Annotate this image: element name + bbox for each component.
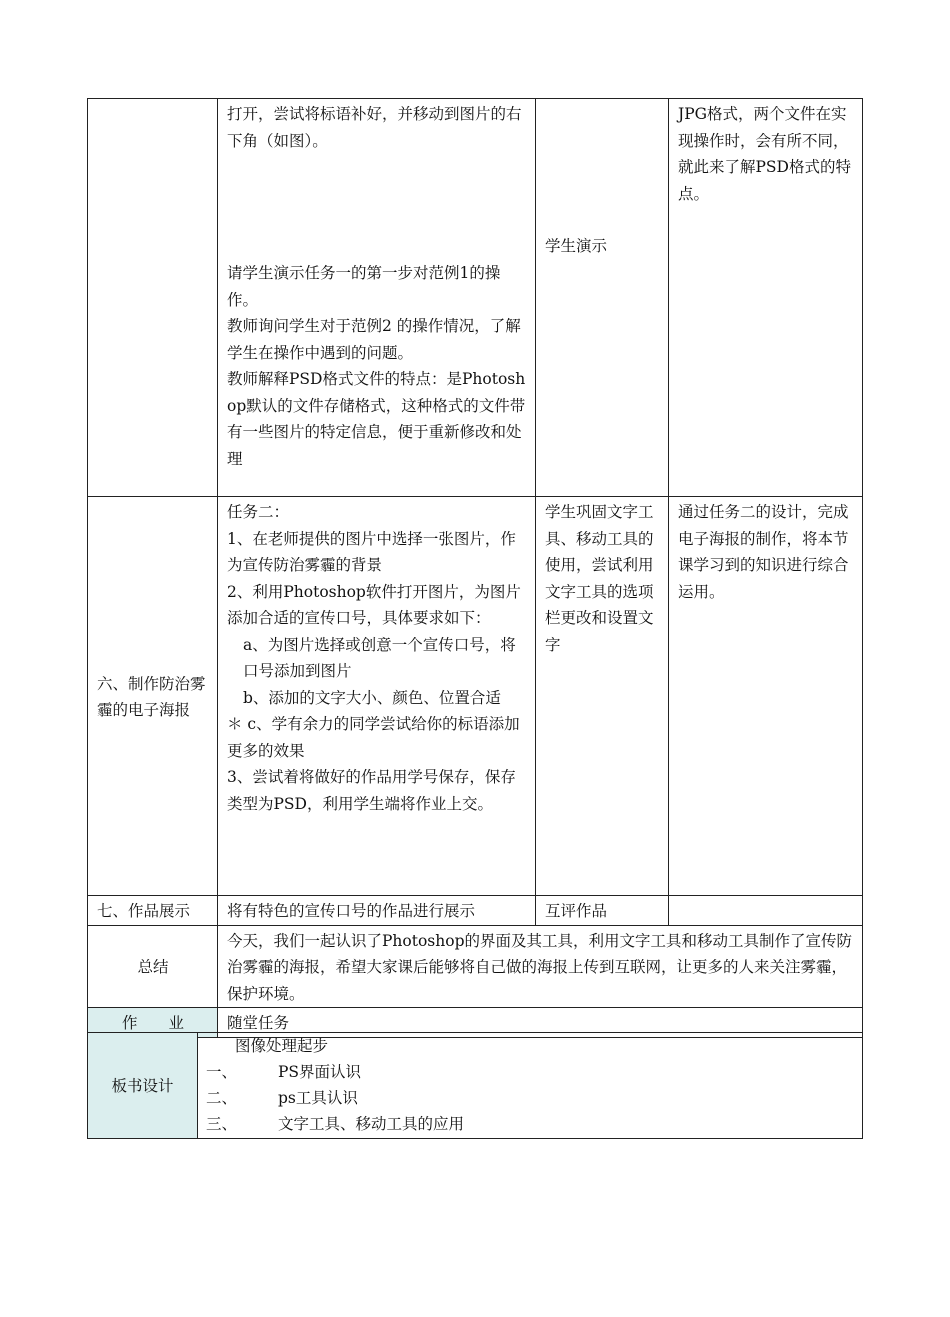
task-line: 2、利用Photoshop软件打开图片，为图片添加合适的宣传口号，具体要求如下： — [227, 582, 521, 627]
board-item-number: 一、 — [206, 1063, 238, 1081]
design-intent-text: 通过任务二的设计，完成电子海报的制作，将本节课学习到的知识进行综合运用。 — [678, 503, 849, 601]
teacher-activity-cell — [218, 497, 536, 896]
list-item — [198, 1111, 862, 1137]
table-row — [88, 497, 863, 896]
student-activity-text: 互评作品 — [545, 902, 608, 920]
task-line: a、为图片选择或创意一个宣传口号，将口号添加到图片 — [243, 635, 516, 680]
homework-label: 作 业 — [121, 1014, 184, 1032]
design-intent-cell — [669, 99, 863, 497]
task-line: b、添加的文字大小、颜色、位置合适 — [243, 688, 501, 707]
board-item-text: ps工具认识 — [278, 1089, 358, 1107]
teacher-activity-cell — [218, 99, 536, 497]
list-item — [198, 1059, 862, 1085]
list-item — [198, 1085, 862, 1111]
table-row — [88, 1033, 863, 1139]
student-activity-cell — [536, 497, 669, 896]
stage-text: 六、制作防治雾霾的电子海报 — [97, 674, 206, 719]
task-line: 1、在老师提供的图片中选择一张图片，作为宣传防治雾霾的背景 — [227, 529, 516, 574]
summary-label: 总结 — [137, 958, 169, 976]
student-activity-text: 学生巩固文字工具、移动工具的使用，尝试利用文字工具的选项栏更改和设置文字 — [545, 503, 654, 654]
stage-cell — [88, 99, 218, 497]
summary-text: 今天，我们一起认识了Photoshop的界面及其工具，利用文字工具和移动工具制作了宣传防治雾霾的海报，希望大家课后能够将自己做的海报上传到互联网，让更多的人来关注雾霾，保护环境。 — [227, 931, 852, 1003]
summary-label-cell — [88, 925, 218, 1008]
student-activity-cell — [536, 896, 669, 926]
lesson-plan-table — [87, 98, 863, 1038]
board-item-number: 三、 — [206, 1115, 238, 1133]
homework-text: 随堂任务 — [227, 1014, 290, 1032]
table-row — [88, 896, 863, 926]
design-intent-text: JPG格式，两个文件在实现操作时，会有所不同，就此来了解PSD格式的特点。 — [678, 105, 851, 203]
teacher-activity-text-1: 打开，尝试将标语补好，并移动到图片的右下角（如图）。 — [227, 105, 522, 150]
teacher-activity-text-2: 请学生演示任务一的第一步对范例1的操作。 教师询问学生对于范例2 的操作情况，了解学生在操作中遇到的问题。 教师解释PSD格式文件的特点：是Photoshop默认的文件存储格式，这种格式的文件带有一些图片的特定信息，便于重新修改和处理 — [227, 264, 526, 468]
stage-text: 七、作品展示 — [97, 902, 191, 920]
board-item-number: 二、 — [206, 1089, 238, 1107]
student-activity-text: 学生演示 — [545, 237, 608, 255]
board-label: 板书设计 — [111, 1076, 174, 1095]
student-activity-cell — [536, 99, 669, 497]
table-row — [88, 99, 863, 497]
stage-cell — [88, 497, 218, 896]
board-content-cell — [198, 1033, 863, 1139]
task-line: ＊ c、学有余力的同学尝试给你的标语添加更多的效果 — [227, 715, 520, 760]
stage-cell — [88, 896, 218, 926]
teacher-activity-text: 将有特色的宣传口号的作品进行展示 — [227, 902, 476, 920]
table-row — [88, 925, 863, 1008]
summary-content-cell — [218, 925, 863, 1008]
board-item-text: 文字工具、移动工具的应用 — [278, 1115, 465, 1133]
design-intent-cell — [669, 497, 863, 896]
board-design-table — [87, 1032, 863, 1139]
board-item-text: PS界面认识 — [278, 1063, 362, 1081]
board-title: 图像处理起步 — [235, 1037, 329, 1055]
board-label-cell — [88, 1033, 198, 1139]
teacher-activity-cell — [218, 896, 536, 926]
design-intent-cell — [669, 896, 863, 926]
task-line: 3、尝试着将做好的作品用学号保存，保存类型为PSD，利用学生端将作业上交。 — [227, 768, 516, 813]
task-line: 任务二： — [227, 503, 290, 521]
